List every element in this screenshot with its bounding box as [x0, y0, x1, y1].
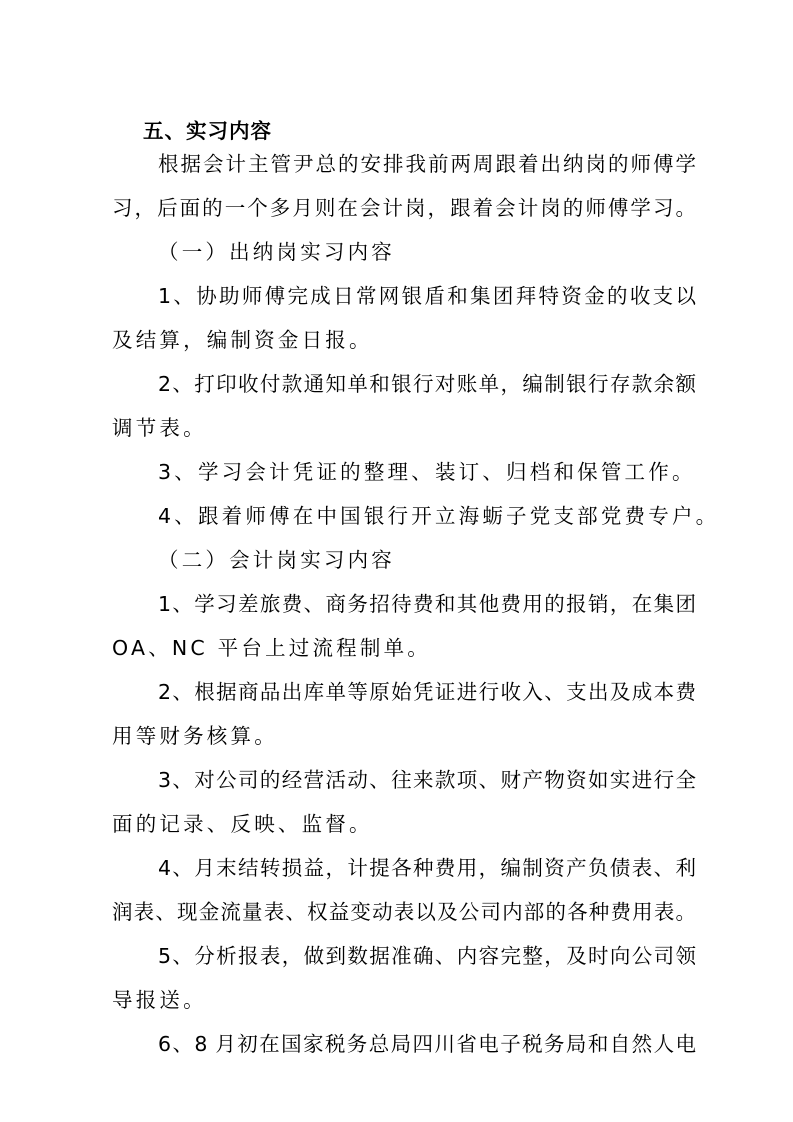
paragraph-line: 及结算，编制资金日报。 [112, 328, 373, 352]
section-heading: 五、实习内容 [143, 119, 272, 143]
paragraph-line: 4、跟着师傅在中国银行开立海蛎子党支部党费专户。 [158, 504, 720, 528]
subsection-heading: （二）会计岗实习内容 [158, 548, 395, 572]
paragraph-line: 3、学习会计凭证的整理、装订、归档和保管工作。 [158, 460, 696, 484]
paragraph-line: 根据会计主管尹总的安排我前两周跟着出纳岗的师傅学 [158, 152, 696, 176]
paragraph-line: 2、根据商品出库单等原始凭证进行收入、支出及成本费 [158, 680, 696, 704]
paragraph-line: 调节表。 [112, 416, 207, 440]
paragraph-line: 1、学习差旅费、商务招待费和其他费用的报销，在集团 [158, 592, 696, 616]
paragraph-line: 面的记录、反映、监督。 [112, 812, 373, 836]
paragraph-line: 1、协助师傅完成日常网银盾和集团拜特资金的收支以 [158, 284, 696, 308]
paragraph-line: 3、对公司的经营活动、往来款项、财产物资如实进行全 [158, 768, 696, 792]
paragraph-line: OA、NC 平台上过流程制单。 [112, 636, 431, 660]
subsection-heading: （一）出纳岗实习内容 [158, 240, 395, 264]
paragraph-line: 4、月末结转损益，计提各种费用，编制资产负债表、利 [158, 856, 696, 880]
paragraph-line: 润表、现金流量表、权益变动表以及公司内部的各种费用表。 [112, 900, 696, 924]
paragraph-line: 5、分析报表，做到数据准确、内容完整，及时向公司领 [158, 944, 696, 968]
paragraph-line: 6、8 月初在国家税务总局四川省电子税务局和自然人电 [158, 1032, 696, 1056]
paragraph-line: 导报送。 [112, 988, 207, 1012]
paragraph-line: 用等财务核算。 [112, 724, 278, 748]
paragraph-line: 习，后面的一个多月则在会计岗，跟着会计岗的师傅学习。 [112, 196, 696, 220]
paragraph-line: 2、打印收付款通知单和银行对账单，编制银行存款余额 [158, 372, 696, 396]
